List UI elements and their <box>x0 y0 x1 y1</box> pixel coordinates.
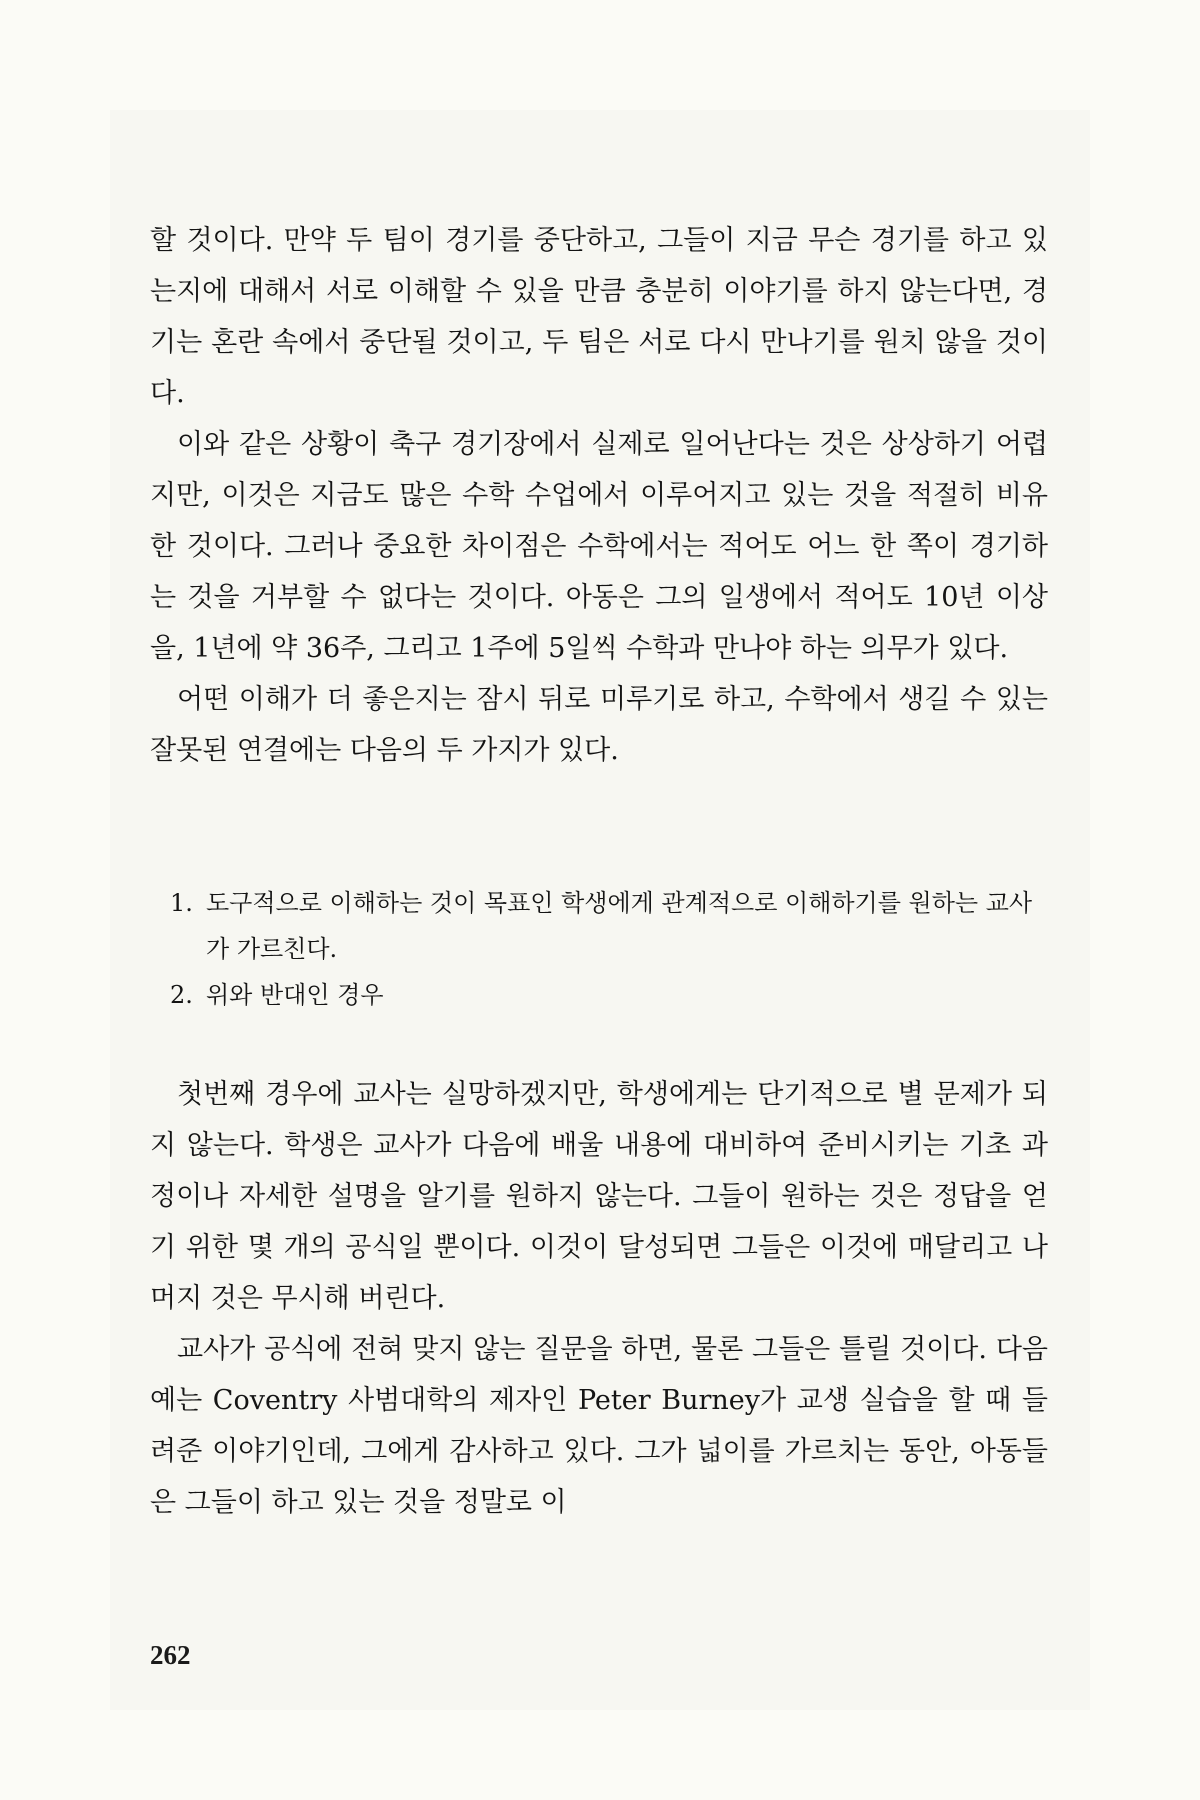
paragraph: 이와 같은 상황이 축구 경기장에서 실제로 일어난다는 것은 상상하기 어렵지만, 이것은 지금도 많은 수학 수업에서 이루어지고 있는 것을 적절히 비유한 것이다. 그러나 중요한 차이점은 수학에서는 적어도 어느 한 쪽이 경기하는 것을 거부할 수 없다는 것이다. 아동은 그의 일생에서 적어도 10년 이상을, 1년에 약 36주, 그리고 1주에 5일씩 수학과 만나야 하는 의무가 있다. <box>150 429 1048 664</box>
page-number: 262 <box>150 1640 191 1670</box>
paragraph: 교사가 공식에 전혀 맞지 않는 질문을 하면, 물론 그들은 틀릴 것이다. 다음 예는 Coventry 사범대학의 제자인 Peter Burney가 교생 실습을 할 때 들려준 이야기인데, 그에게 감사하고 있다. 그가 넓이를 가르치는 동안, 아동들은 그들이 하고 있는 것을 정말로 이 <box>150 1334 1048 1518</box>
body-text-top <box>150 215 1048 776</box>
paragraph: 첫번째 경우에 교사는 실망하겠지만, 학생에게는 단기적으로 별 문제가 되지 않는다. 학생은 교사가 다음에 배울 내용에 대비하여 준비시키는 기초 과정이나 자세한 설명을 알기를 원하지 않는다. 그들이 원하는 것은 정답을 얻기 위한 몇 개의 공식일 뿐이다. 이것이 달성되면 그들은 이것에 매달리고 나머지 것은 무시해 버린다. <box>150 1079 1048 1314</box>
numbered-list <box>170 880 1050 1018</box>
list-item <box>170 972 1050 1018</box>
list-item <box>170 880 1050 972</box>
paragraph: 할 것이다. 만약 두 팀이 경기를 중단하고, 그들이 지금 무슨 경기를 하고 있는지에 대해서 서로 이해할 수 있을 만큼 충분히 이야기를 하지 않는다면, 경기는 혼란 속에서 중단될 것이고, 두 팀은 서로 다시 만나기를 원치 않을 것이다. <box>150 225 1048 409</box>
paragraph: 어떤 이해가 더 좋은지는 잠시 뒤로 미루기로 하고, 수학에서 생길 수 있는 잘못된 연결에는 다음의 두 가지가 있다. <box>150 684 1048 766</box>
body-text-bottom <box>150 1069 1048 1528</box>
list-item-text: 도구적으로 이해하는 것이 목표인 학생에게 관계적으로 이해하기를 원하는 교사가 가르친다. <box>206 889 1033 963</box>
list-item-text: 위와 반대인 경우 <box>206 981 384 1009</box>
list-item-number: 2. <box>170 981 193 1009</box>
list-item-number: 1. <box>170 889 193 917</box>
